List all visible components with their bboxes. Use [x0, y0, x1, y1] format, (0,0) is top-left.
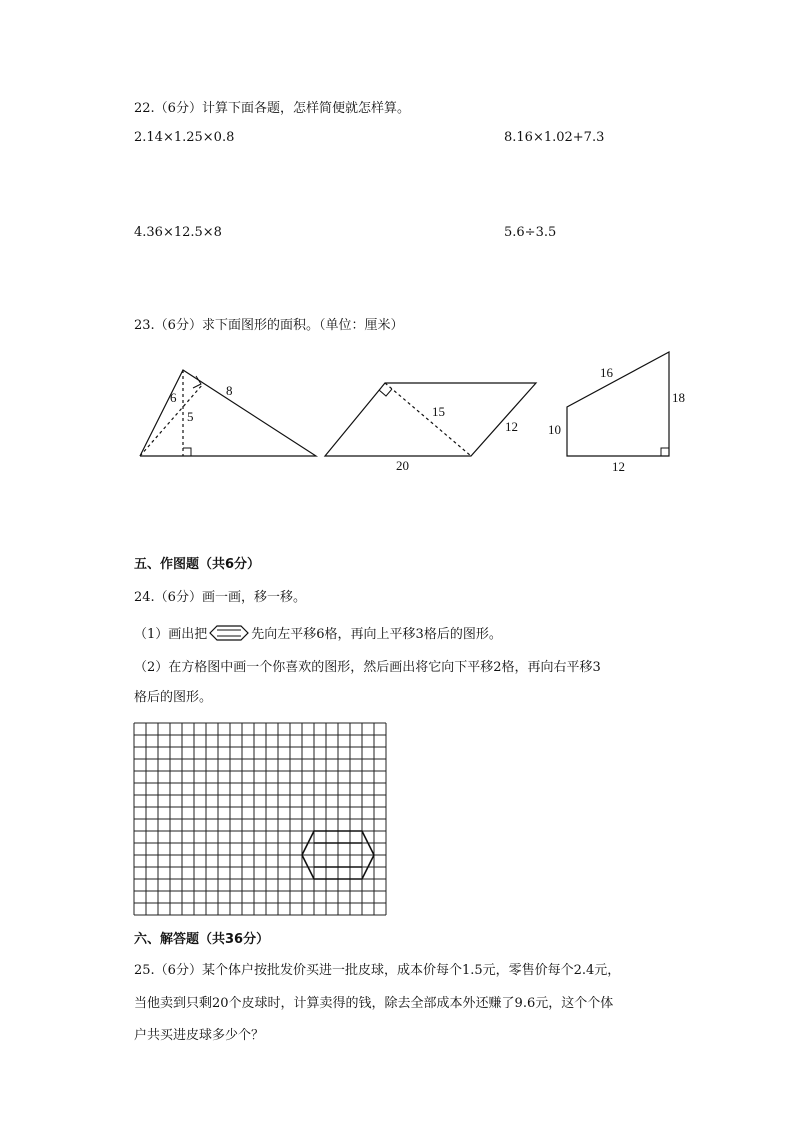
q24-step-2-line-1: （2）在方格图中画一个你喜欢的图形，然后画出将它向下平移2格，再向右平移3	[134, 660, 601, 675]
trapezoid-left-label: 10	[548, 422, 561, 437]
parallelogram-side-label: 12	[505, 419, 518, 434]
q24-step-2-line-2: 格后的图形。	[134, 690, 213, 705]
triangle-label-h: 5	[187, 409, 194, 424]
parallelogram-base-label: 20	[396, 458, 409, 473]
q22-title: 22.（6分）计算下面各题，怎样简便就怎样算。	[134, 101, 410, 116]
q22-problem-1: 2.14×1.25×0.8	[134, 130, 235, 145]
q25-line-2: 当他卖到只剩20个皮球时，计算卖得的钱，除去全部成本外还赚了9.6元，这个个体	[134, 996, 614, 1011]
q23-title: 23.（6分）求下面图形的面积。（单位：厘米）	[134, 318, 404, 333]
q24-step-1-after: 先向左平移6格，再向上平移3格后的图形。	[251, 627, 502, 642]
triangle-label-b: 8	[226, 383, 233, 398]
trapezoid-right-label: 18	[672, 390, 685, 405]
parallelogram-height-label: 15	[432, 404, 445, 419]
trapezoid-bottom-label: 12	[612, 459, 625, 474]
section-6-title: 六、解答题（共36分）	[134, 932, 270, 947]
q24-title: 24.（6分）画一画，移一移。	[134, 590, 306, 605]
q22-problem-2: 8.16×1.02+7.3	[504, 130, 605, 145]
q22-problem-4: 5.6÷3.5	[504, 225, 557, 240]
q25-line-3: 户共买进皮球多少个？	[134, 1028, 265, 1043]
q25-line-1: 25.（6分）某个体户按批发价买进一批皮球，成本价每个1.5元，零售价每个2.4元，	[134, 963, 621, 978]
triangle-label-a: 6	[170, 390, 177, 405]
grid-lines	[134, 723, 386, 915]
q22-problem-3: 4.36×12.5×8	[134, 225, 222, 240]
section-5-title: 五、作图题（共6分）	[134, 557, 261, 572]
q24-step-1-before: （1）画出把	[134, 627, 208, 642]
trapezoid-top-label: 16	[600, 365, 613, 380]
